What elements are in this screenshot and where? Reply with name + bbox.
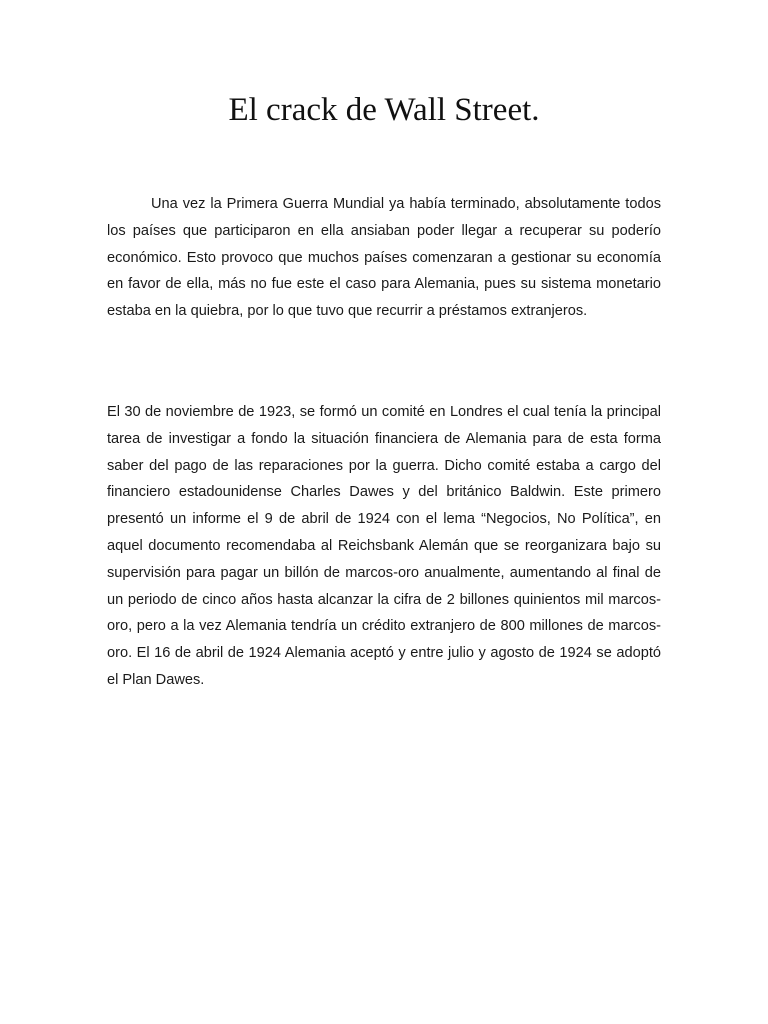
paragraph-dawes-plan: El 30 de noviembre de 1923, se formó un comité en Londres el cual tenía la principal tarea de investigar a fondo la situación financiera de Alemania para de esta forma saber del pago de las reparaciones por la guerra. Dicho comité estaba a cargo del financiero estadounidense Charles Dawes y del británico Baldwin. Este primero presentó un informe el 9 de abril de 1924 con el lema “Negocios, No Política”, en aquel documento recomendaba al Reichsbank Alemán que se reorganizara bajo su supervisión para pagar un billón de marcos-oro anualmente, aumentando al final de un periodo de cinco años hasta alcanzar la cifra de 2 billones quinientos mil marcos-oro, pero a la vez Alemania tendría un crédito extranjero de 800 millones de marcos-oro. El 16 de abril de 1924 Alemania aceptó y entre julio y agosto de 1924 se adoptó el Plan Dawes. <box>107 404 661 688</box>
paragraph-intro: Una vez la Primera Guerra Mundial ya había terminado, absolutamente todos los países que participaron en ella ansiaban poder llegar a recuperar su poderío económico. Esto provoco que muchos países comenzaran a gestionar su economía en favor de ella, más no fue este el caso para Alemania, pues su sistema monetario estaba en la quiebra, por lo que tuvo que recurrir a préstamos extranjeros. <box>107 196 661 320</box>
document-title: El crack de Wall Street. <box>228 92 540 128</box>
